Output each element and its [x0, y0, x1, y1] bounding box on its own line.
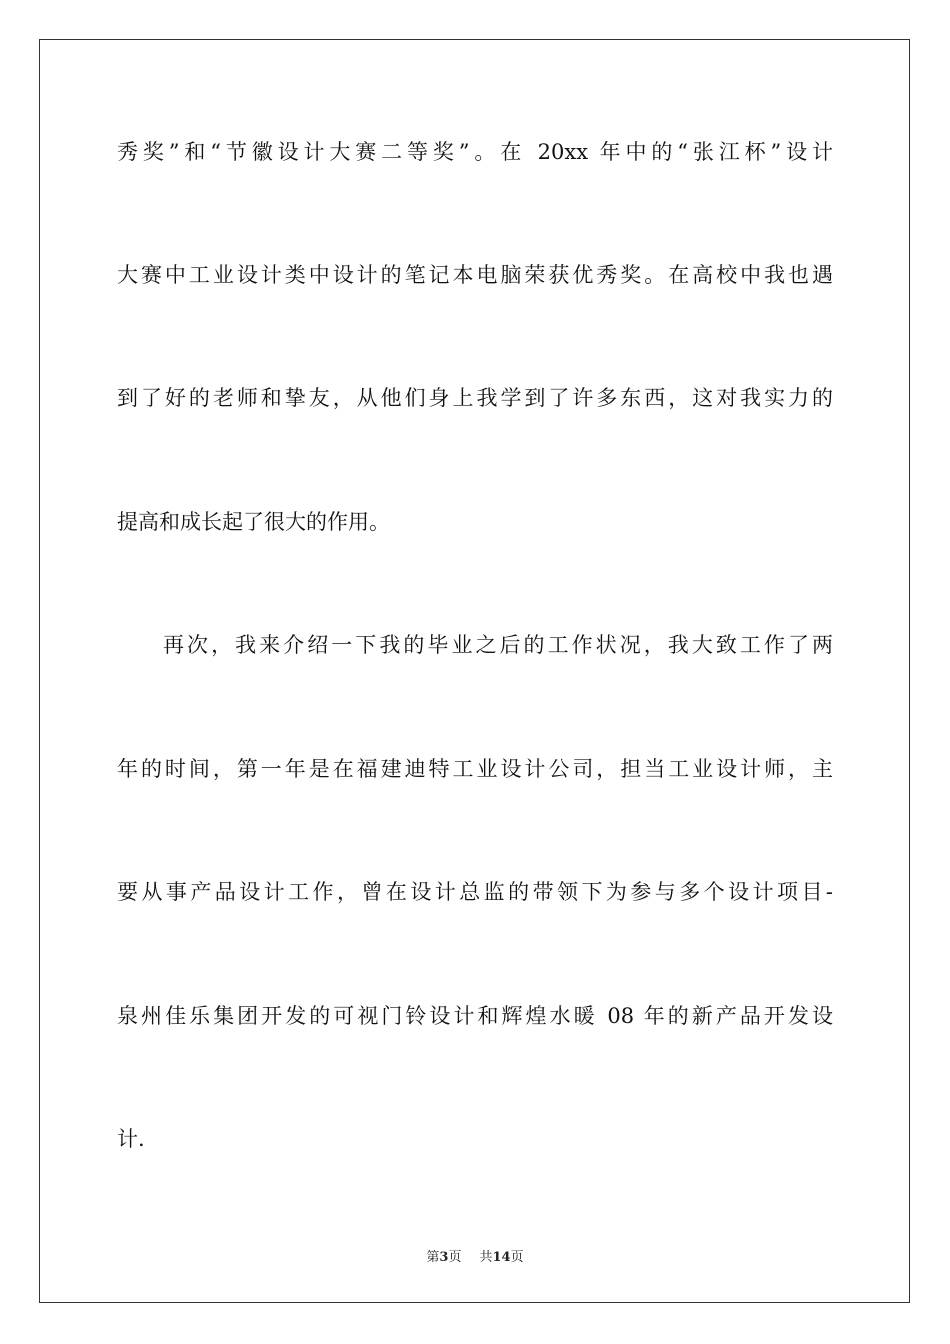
body-text-line-7: 要从事产品设计工作，曾在设计总监的带领下为参与多个设计项目- [117, 880, 833, 904]
footer-page-prefix: 第 [426, 1250, 440, 1265]
footer-page-number: 3 [439, 1250, 449, 1265]
page-frame [39, 39, 910, 1303]
body-text-line-8: 泉州佳乐集团开发的可视门铃设计和辉煌水暖 08 年的新产品开发设 [117, 1004, 833, 1028]
footer-total-prefix: 共 [479, 1250, 493, 1265]
page-footer [0, 1249, 950, 1267]
body-text-line-6: 年的时间，第一年是在福建迪特工业设计公司，担当工业设计师，主 [117, 757, 833, 781]
body-text-line-9: 计. [117, 1127, 145, 1151]
body-text-line-5: 再次，我来介绍一下我的毕业之后的工作状况，我大致工作了两 [163, 633, 833, 657]
body-text-line-1: 秀奖”和“节徽设计大赛二等奖”。在 20xx 年中的“张江杯”设计 [117, 140, 833, 164]
body-text-line-4: 提高和成长起了很大的作用。 [117, 510, 390, 534]
footer-page-suffix: 页 [448, 1250, 462, 1265]
body-text-line-3: 到了好的老师和挚友，从他们身上我学到了许多东西，这对我实力的 [117, 386, 833, 410]
body-text-line-2: 大赛中工业设计类中设计的笔记本电脑荣获优秀奖。在高校中我也遇 [117, 263, 833, 287]
footer-total-suffix: 页 [510, 1250, 524, 1265]
footer-total-number: 14 [492, 1250, 511, 1265]
